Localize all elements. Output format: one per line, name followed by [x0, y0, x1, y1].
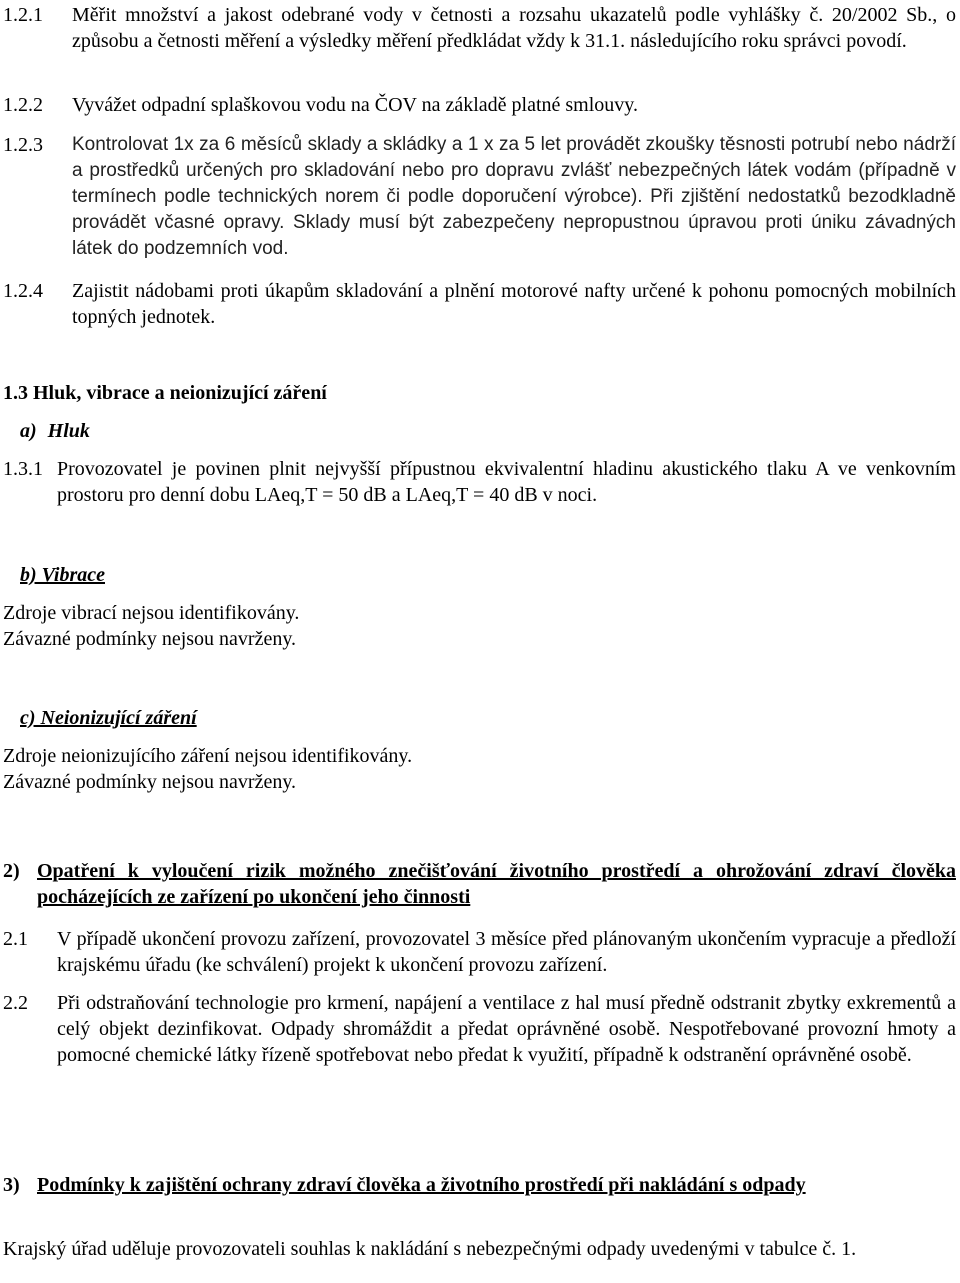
item-number: 2.1	[3, 928, 28, 950]
item-2-2	[3, 990, 956, 1068]
section-2-title: Opatření k vyloučení rizik možného znečišťování životního prostředí a ohrožování zdraví člověka pocházejících ze zařízení po ukončení jeho činnosti	[37, 860, 956, 908]
item-1-2-4	[3, 278, 956, 330]
item-number: 1.3.1	[3, 458, 43, 480]
section-heading-1-3: 1.3 Hluk, vibrace a neionizující záření	[3, 382, 327, 404]
item-1-2-1	[3, 2, 956, 54]
item-number: 1.2.3	[3, 134, 43, 156]
item-text: Provozovatel je povinen plnit nejvyšší přípustnou ekvivalentní hladinu akustického tlaku A ve venkovním prostoru pro denní dobu LAeq,T = 50 dB a LAeq,T = 40 dB v noci.	[57, 458, 956, 506]
subheading-c: c) Neionizující záření	[20, 707, 197, 729]
neionizujici-line-2: Závazné podmínky nejsou navrženy.	[3, 771, 297, 793]
section-3-number: 3)	[3, 1174, 20, 1196]
item-number: 2.2	[3, 992, 28, 1014]
vibrace-line-1: Zdroje vibrací nejsou identifikovány.	[3, 602, 300, 624]
item-1-2-3	[3, 132, 956, 262]
subheading-a	[20, 418, 956, 444]
item-text: Zajistit nádobami proti úkapům skladování a plnění motorové nafty určené k pohonu pomocných mobilních topných jednotek.	[72, 280, 956, 328]
subheading-a-label: a)	[20, 420, 37, 442]
neionizujici-line-1: Zdroje neionizujícího záření nejsou identifikovány.	[3, 745, 413, 767]
item-2-1	[3, 926, 956, 978]
section-3-heading	[3, 1172, 956, 1198]
vibrace-line-2: Závazné podmínky nejsou navrženy.	[3, 628, 297, 650]
section-3-text: Krajský úřad uděluje provozovateli souhlas k nakládání s nebezpečnými odpady uvedenými v tabulce č. 1.	[3, 1238, 857, 1260]
section-2-heading	[3, 858, 956, 910]
item-number: 1.2.4	[3, 280, 43, 302]
item-number: 1.2.2	[3, 94, 43, 116]
item-text: Měřit množství a jakost odebrané vody v četnosti a rozsahu ukazatelů podle vyhlášky č. 20/2002 Sb., o způsobu a četnosti měření a výsledky měření předkládat vždy k 31.1. následujícího roku správci povodí.	[72, 4, 956, 52]
section-3-title: Podmínky k zajištění ochrany zdraví člověka a životního prostředí při nakládání s odpady	[37, 1174, 806, 1196]
item-text: Při odstraňování technologie pro krmení, napájení a ventilace z hal musí předně odstranit zbytky exkrementů a celý objekt dezinfikovat. Odpady shromáždit a předat oprávněné osobě. Nespotřebované provozní hmoty a pomocné chemické látky řízeně spotřebovat nebo předat k využití, případně k odstranění oprávněné osobě.	[57, 992, 956, 1066]
item-1-2-2	[3, 92, 956, 118]
item-text: V případě ukončení provozu zařízení, provozovatel 3 měsíce před plánovaným ukončením vypracuje a předloží krajskému úřadu (ke schválení) projekt k ukončení provozu zařízení.	[57, 928, 956, 976]
item-text: Kontrolovat 1x za 6 měsíců sklady a skládky a 1 x za 5 let provádět zkoušky těsnosti potrubí nebo nádrží a prostředků určených pro skladování nebo pro dopravu zvlášť nebezpečných látek vodám (případně v termínech podle technických norem či podle doporučení výrobce). Při zjištění nedostatků bezodkladně provádět včasné opravy. Sklady musí být zabezpečeny nepropustnou úpravou proti úniku závadných látek do podzemních vod.	[72, 134, 956, 259]
item-1-3-1	[3, 456, 956, 508]
subheading-a-title: Hluk	[47, 420, 90, 442]
item-text: Vyvážet odpadní splaškovou vodu na ČOV na základě platné smlouvy.	[72, 94, 638, 116]
item-number: 1.2.1	[3, 4, 43, 26]
section-2-number: 2)	[3, 860, 20, 882]
subheading-b: b) Vibrace	[20, 564, 105, 586]
